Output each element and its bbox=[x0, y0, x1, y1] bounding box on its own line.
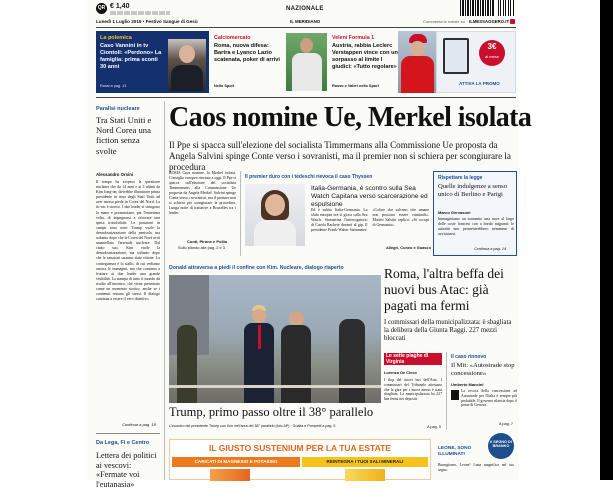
column-kicker: Parallsi nucleare bbox=[96, 106, 140, 112]
bus-story-tag: Le sette piaghe di Virginia bbox=[384, 353, 442, 365]
rinnovo-title: Il Mit: «Autostrade stop concessione» bbox=[451, 362, 515, 377]
right-margin-strip bbox=[600, 0, 613, 480]
rinnovo-author: Umberto Mancini bbox=[451, 382, 484, 387]
kim-face bbox=[289, 311, 304, 326]
bus-story-page: A pag. 9 bbox=[427, 425, 441, 429]
trump-kim-photo[interactable] bbox=[169, 275, 381, 403]
bus-story-standfirst: I commissari della municipalizzata: è sbagliata la delibera della Giunta Raggi. 227 mezzi bloccati bbox=[384, 319, 512, 343]
tablet-icon bbox=[443, 38, 469, 74]
teaser-driver-photo bbox=[398, 31, 436, 93]
column2-kicker: Da Lega, Fi e Centro bbox=[96, 440, 150, 446]
photo-photographer bbox=[339, 319, 365, 403]
sea-watch-kicker: Il premier duro con i tedeschi rievoca il caso Thyssen bbox=[245, 174, 373, 180]
teaser-kicker: Veleni Formula 1 bbox=[332, 35, 375, 41]
rinnovo-kicker: Il caso rinnovo bbox=[451, 354, 487, 360]
teaser-title: Roma, nuova difesa: Bartra e Lyanco Lazio scatenata, poker di arrivi bbox=[214, 43, 280, 63]
driver-suit bbox=[401, 56, 434, 93]
portrait-face bbox=[179, 45, 195, 63]
barcode bbox=[460, 0, 494, 16]
column-continue: Continua a pag. 18 bbox=[122, 422, 156, 427]
sustenium-ad[interactable] bbox=[169, 439, 431, 480]
bus-story-body: I flop del nuovi bus dell'Atac. I commissari del Tribunale attestano che la gara per i nuovi mezzi è stata sbagliata. La municipalizzata ha 227 bus fermi nei depositi. bbox=[384, 378, 442, 402]
horoscope-title: LEONE, SONO ILLUMINATI bbox=[438, 446, 472, 457]
photo-story-kicker: Donald attraversa a piedi il confine con Kim. Nucleare, dialogo riaperto bbox=[169, 265, 344, 271]
headline-standfirst: Il Ppe si spacca sull'elezione del socialista Timmermans alla Commissione Ue proposta da Angela Salvini spinge Conte verso i sovranisti, ma il premier non si schiera per scongiurare la procedura bbox=[169, 140, 511, 172]
teaser-strip bbox=[96, 31, 516, 95]
site-icon bbox=[510, 19, 515, 24]
opinion-author: Marco Gervasoni bbox=[438, 210, 471, 215]
column-title[interactable]: Tra Stati Uniti e Nord Corea una fiction senza svolte bbox=[96, 115, 152, 156]
price-badge: QR bbox=[96, 3, 107, 14]
site-name: ILMESSAGGERO.IT bbox=[469, 19, 510, 24]
column-rule bbox=[96, 433, 160, 434]
comment-note: Commenta le notizie su bbox=[423, 19, 465, 24]
horoscope-badge: il SEGNO DI BRANKO bbox=[488, 433, 514, 459]
teaser-roma[interactable] bbox=[214, 31, 327, 93]
price-note bbox=[110, 11, 170, 15]
opinion-body: Immaginiamo un momento una nave al largo delle coste francesi con a bordo migranti: le autorità non permetterebbero nemmeno di avvicinarsi. bbox=[438, 217, 514, 236]
column-body: Il tempo ha sospeso la questione nucleare che da 14 anni e ai 3 ultimi da Kim Jong-un, dovrebbe illuminare prima presidente in terra degli Stati Uniti ad aver messo piede in Corea del Nord. La tic-tac è storico. I due leader si stringono la mano e pronunciano, per l'ennesima volta, di impegnarsi a ritrovare una spesa irrisolvibile. Le posizioni in campo sono note: Trump vuole la denuclearizzazione della penisola, ma soltanto dopo che la Corea del Nord avrà smantellato l'arsenale nucleare. Dal canto suo, Kim vuole la denuclearizzazione, ma soltanto dopo che le sanzioni saranno state ritirate. La conseguenza è lo stallo, di cui vediamo ancora le immagini, ma che continua a fruttare ai due leader una grande visibilità. La stampa di tutto il mondo dà risalto all'incontro, che viene presentato come un momento storico, anche se i contenuti restano gli stessi. Il dialogo continua a essere il vero obiettivo. bbox=[96, 180, 160, 302]
column2-title[interactable]: Lettera dei politici ai vescovi: «Fermate voi l'eutanasia» bbox=[96, 451, 157, 489]
lead-story-body: ROMA Caos nomine, la Merkel isolata. Consiglio europeo rinviato a oggi. Il Ppe si spacca sull'elezione del socialista Timmermans alla Commissione Ue proposta da Angela Merkel. Salvini spinge Conte verso i sovranisti, ma il premier non si schiera per scongiurare la procedura. Lunga notte di trattative a Bruxelles tra i leader. bbox=[169, 171, 236, 215]
section-name: NAZIONALE bbox=[286, 6, 324, 12]
teaser-kicker: Calciomercato bbox=[214, 35, 251, 41]
ad-title: IL GIUSTO SUSTENIUM PER LA TUA ESTATE bbox=[209, 443, 391, 453]
promo-cta[interactable]: ATTIVA LA PROMO bbox=[459, 81, 500, 86]
trump-face bbox=[252, 309, 266, 323]
ad-product-left bbox=[210, 469, 250, 481]
rinnovo-box[interactable] bbox=[446, 352, 518, 430]
teaser-f1[interactable] bbox=[332, 31, 432, 93]
teaser-byline: Russo e Valeri nello Sport bbox=[332, 84, 379, 88]
promo-period: al mese bbox=[484, 54, 499, 59]
left-column-divider bbox=[164, 101, 165, 480]
sea-watch-box[interactable] bbox=[240, 171, 430, 256]
column-author: Alessandro Orsini bbox=[96, 172, 134, 177]
promo-ad[interactable] bbox=[436, 31, 516, 93]
portrait-suit bbox=[171, 65, 203, 91]
sea-watch-title: Italia-Germania, è scontro sulla Sea Watch Capitana verso scarcerazione ed espulsione bbox=[311, 185, 428, 208]
teaser-title: Caso Vannini in tv Ciontoli: «Perdono» La famiglia: prima sconti 30 anni bbox=[100, 43, 162, 70]
photo-trump bbox=[244, 305, 274, 403]
portrait-face bbox=[265, 194, 285, 216]
photo-kim bbox=[281, 311, 311, 403]
bus-story-title[interactable]: Roma, l'altra beffa dei nuovi bus Atac: già pagati ma fermi bbox=[384, 266, 504, 313]
trump-tie bbox=[258, 325, 261, 349]
lead-story-pages: Sullo sfondo alle pag. 2 e 3 bbox=[178, 245, 225, 250]
opinion-continue: Continua a pag. 14 bbox=[474, 247, 507, 251]
horoscope-body: Buongiorno, Leone! Luna magnifica nel tuo segno. bbox=[438, 463, 514, 472]
driver-face bbox=[410, 41, 425, 56]
left-column bbox=[96, 100, 160, 489]
sea-watch-body: Ed è subito Italia-Germania. La sfida europea ora si gioca sulla Sea Watch. Stamattina l'interrogatorio di Carola Rackete davanti al gip. Il presidente Frank-Walter Steinmeier: «Colore che salvano vite umane non possono essere criminali». Matteo Salvini replica: «Si occupi di Germania». bbox=[311, 208, 429, 232]
masthead bbox=[87, 0, 519, 30]
newspaper-page bbox=[87, 0, 532, 489]
lead-story-byline: Conti, Pirone e Pollio bbox=[187, 239, 228, 244]
bus-story-author: Lorenzo De Cicco bbox=[384, 370, 417, 375]
rinnovo-dropcap bbox=[451, 390, 459, 400]
insert-name: IL MERIDIANO bbox=[290, 19, 321, 24]
rackete-portrait bbox=[245, 184, 305, 246]
ad-product-right bbox=[345, 469, 385, 481]
tablet-screen bbox=[445, 40, 467, 72]
portrait-shirt bbox=[254, 220, 296, 246]
price: € 1,40 bbox=[110, 3, 130, 10]
player-head bbox=[300, 38, 313, 53]
teaser-player-photo bbox=[286, 33, 327, 91]
horoscope-box[interactable] bbox=[436, 433, 517, 480]
teaser-rule bbox=[96, 97, 516, 98]
kim-suit bbox=[281, 325, 311, 403]
player-shirt bbox=[292, 53, 322, 91]
promo-price: 3€ bbox=[487, 42, 497, 51]
date-line: Lunedì 1 Luglio 2019 • Festivo Sangue di Gesù bbox=[96, 19, 198, 24]
teaser-title: Austria, rabbia Leclerc Verstappen vince con un sorpasso al limite I giudici: «Tutto regolare» bbox=[332, 43, 398, 70]
teaser-vannini[interactable] bbox=[96, 31, 209, 93]
opinion-box[interactable] bbox=[433, 171, 517, 256]
sea-watch-byline: Allegri, Cuneo e Guasco bbox=[386, 245, 431, 250]
photo-credit: L'incontro del presidente Trump con Kim nell'area del 38° parallelo (foto AP) · Guaita e Pompetti a pag. 5 bbox=[169, 424, 336, 428]
teaser-portrait bbox=[168, 39, 206, 91]
photo-soldier-left bbox=[177, 325, 197, 403]
main-headline[interactable]: Caos nomine Ue, Merkel isolata bbox=[169, 102, 532, 133]
ad-left-band: CARICATI DI MAGNESIO E POTASSIO bbox=[172, 457, 300, 467]
ad-right-band: REINTEGRA I TUOI SALI MINERALI bbox=[302, 457, 428, 467]
photo-caption[interactable]: Trump, primo passo oltre il 38° parallelo bbox=[169, 405, 374, 419]
teaser-kicker: La polemica bbox=[100, 35, 132, 41]
teaser-byline: Nello Sport bbox=[214, 84, 235, 88]
rinnovo-body: La revoca della concessione ad Autostrade per l'Italia è sempre più probabile. Il governo rilancia dopo il ponte di Genova. bbox=[461, 389, 517, 408]
opinion-title: Quelle indulgenze a senso unico di Berlino e Parigi bbox=[438, 183, 508, 198]
photo-border-line bbox=[169, 385, 381, 388]
rinnovo-page: A pag. 7 bbox=[499, 422, 513, 426]
barcode-addon bbox=[498, 0, 514, 16]
teaser-byline: Rossi a pag. 13 bbox=[100, 84, 127, 88]
masthead-rule bbox=[96, 27, 516, 28]
opinion-kicker: Rispettare la legge bbox=[438, 175, 483, 181]
promo-price-badge bbox=[479, 40, 505, 66]
